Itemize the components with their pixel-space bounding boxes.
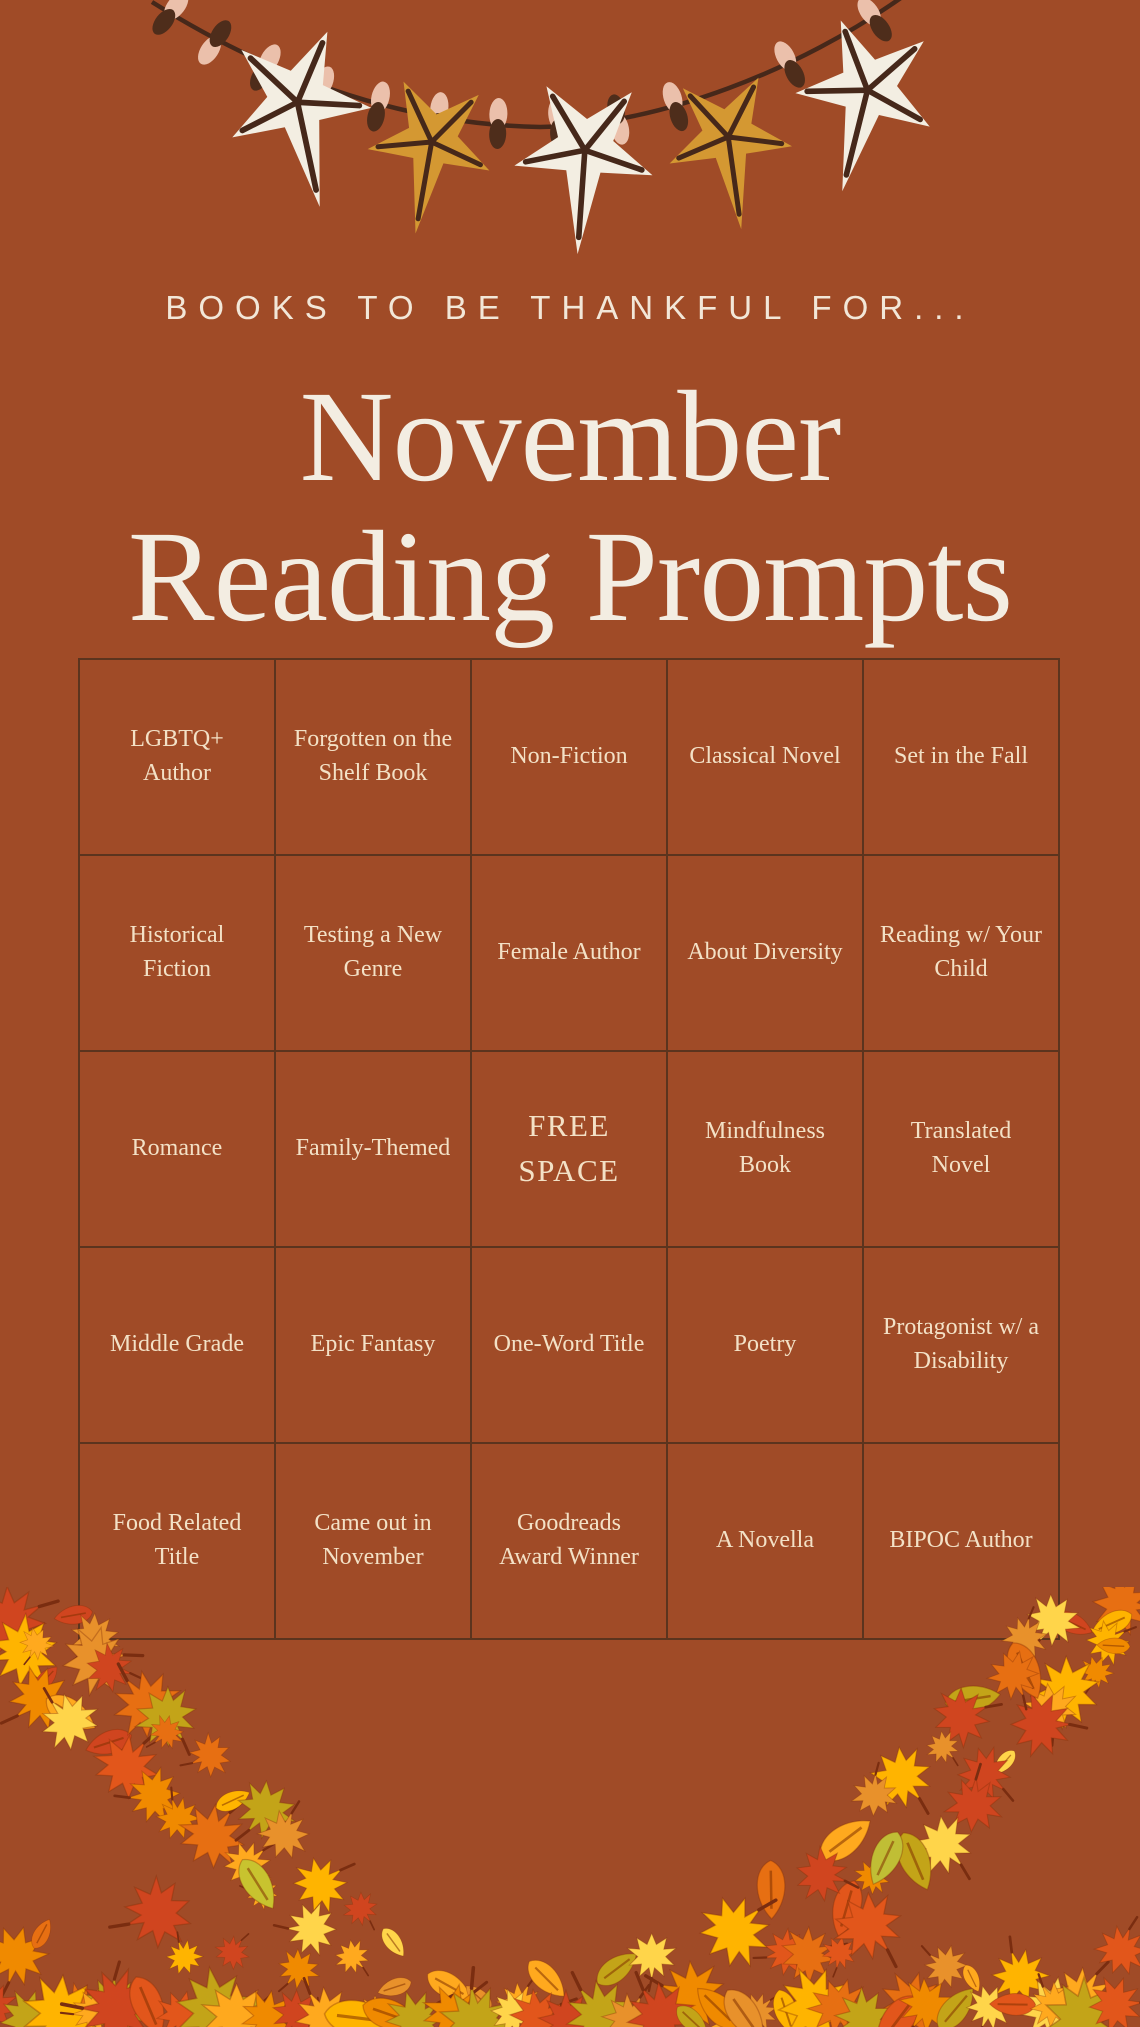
garland-leaves <box>215 14 950 259</box>
bingo-cell: Classical Novel <box>667 659 863 855</box>
poster-subtitle: BOOKS TO BE THANKFUL FOR... <box>165 289 975 326</box>
string-lights <box>148 0 897 150</box>
isolated-leaf-right <box>861 1826 910 1890</box>
bingo-cell: About Diversity <box>667 855 863 1051</box>
bingo-cell: Non-Fiction <box>471 659 667 855</box>
bingo-cell: Historical Fiction <box>79 855 275 1051</box>
bingo-cell: Romance <box>79 1051 275 1247</box>
title-line-2: Reading Prompts <box>127 505 1013 649</box>
bingo-cell: Set in the Fall <box>863 659 1059 855</box>
bingo-cell: Forgotten on the Shelf Book <box>275 659 471 855</box>
bingo-cell: Epic Fantasy <box>275 1247 471 1443</box>
title-line-1: November <box>299 365 841 509</box>
bingo-grid <box>78 658 1060 1640</box>
bingo-cell: Testing a New Genre <box>275 855 471 1051</box>
bingo-cell: Protagonist w/ a Disability <box>863 1247 1059 1443</box>
leaf-cluster <box>0 1587 1140 2027</box>
bingo-cell: Female Author <box>471 855 667 1051</box>
free-space-cell: FREE SPACE <box>471 1051 667 1247</box>
isolated-leaf-left <box>231 1852 285 1915</box>
leaf-garland-illustration <box>0 0 1140 265</box>
bingo-cell: Middle Grade <box>79 1247 275 1443</box>
garland-string <box>152 0 905 127</box>
bingo-cell: Mindfulness Book <box>667 1051 863 1247</box>
bingo-cell: A Novella <box>667 1443 863 1639</box>
bingo-cell: Poetry <box>667 1247 863 1443</box>
bingo-cell: BIPOC Author <box>863 1443 1059 1639</box>
bingo-cell: Translated Novel <box>863 1051 1059 1247</box>
bingo-cell: LGBTQ+ Author <box>79 659 275 855</box>
bingo-cell: Family-Themed <box>275 1051 471 1247</box>
bingo-cell: One-Word Title <box>471 1247 667 1443</box>
bingo-cell: Reading w/ Your Child <box>863 855 1059 1051</box>
bingo-cell: Came out in November <box>275 1443 471 1639</box>
bingo-cell: Goodreads Award Winner <box>471 1443 667 1639</box>
autumn-leaves-border <box>0 1587 1140 2027</box>
poster-title <box>0 367 1140 647</box>
bingo-cell: Food Related Title <box>79 1443 275 1639</box>
